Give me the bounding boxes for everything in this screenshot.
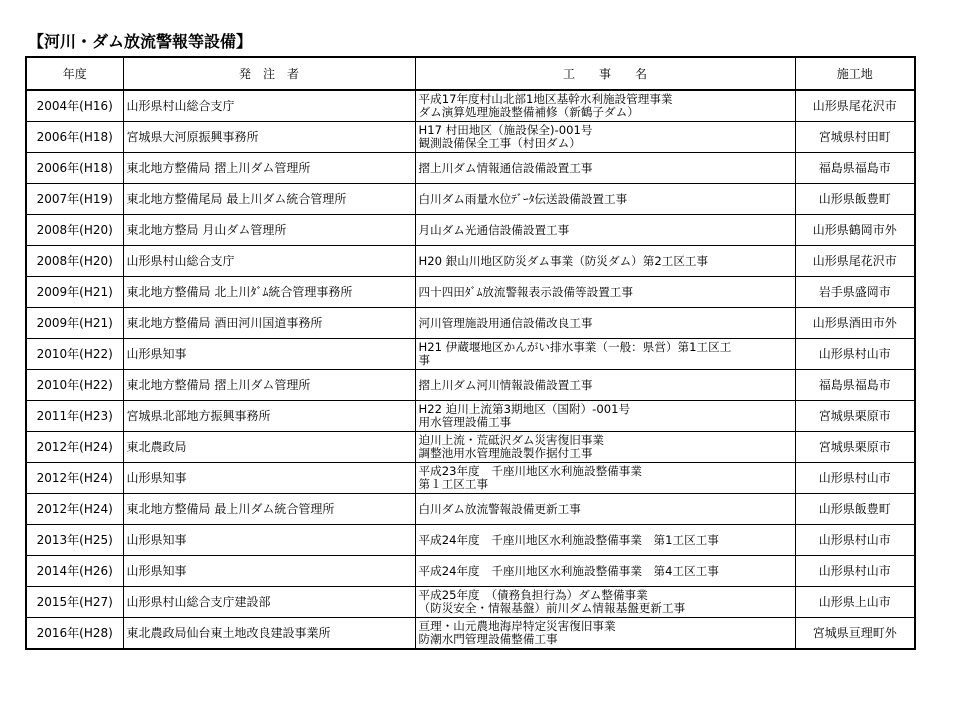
cell-location: 福島県福島市 xyxy=(795,153,915,184)
cell-client: 山形県知事 xyxy=(123,463,415,494)
table-row xyxy=(26,246,915,277)
cell-client: 東北農政局仙台東土地改良建設事業所 xyxy=(123,618,415,650)
cell-year: 2012年(H24) xyxy=(26,432,123,463)
cell-year: 2016年(H28) xyxy=(26,618,123,650)
cell-year: 2008年(H20) xyxy=(26,215,123,246)
cell-location: 山形県村山市 xyxy=(795,339,915,370)
cell-work xyxy=(415,370,795,401)
cell-client: 山形県村山総合支庁建設部 xyxy=(123,587,415,618)
work-line: 白川ダム雨量水位ﾃﾞｰﾀ伝送設備設置工事 xyxy=(418,191,628,206)
cell-year: 2006年(H18) xyxy=(26,153,123,184)
cell-work xyxy=(415,308,795,339)
header-work: 工 事 名 xyxy=(415,57,795,90)
work-line: H21 伊蔵堰地区かんがい排水事業（一般：県営）第1工区工 xyxy=(418,340,732,354)
work-line: 摺上川ダム河川情報設備設置工事 xyxy=(418,377,593,392)
table-body xyxy=(26,90,915,649)
cell-client: 山形県知事 xyxy=(123,556,415,587)
cell-year: 2015年(H27) xyxy=(26,587,123,618)
table-row xyxy=(26,339,915,370)
cell-client: 東北地方整備局 北上川ﾀﾞﾑ統合管理事務所 xyxy=(123,277,415,308)
cell-work xyxy=(415,587,795,618)
table-row xyxy=(26,525,915,556)
cell-year: 2012年(H24) xyxy=(26,494,123,525)
cell-client: 東北地方整備局 最上川ダム統合管理所 xyxy=(123,494,415,525)
cell-work xyxy=(415,339,795,370)
cell-client: 東北地方整局 月山ダム管理所 xyxy=(123,215,415,246)
cell-location: 岩手県盛岡市 xyxy=(795,277,915,308)
cell-location: 山形県飯豊町 xyxy=(795,494,915,525)
table-row xyxy=(26,494,915,525)
cell-year: 2004年(H16) xyxy=(26,90,123,122)
work-line: 迫川上流・荒砥沢ダム災害復旧事業 xyxy=(418,433,605,447)
cell-location: 山形県飯豊町 xyxy=(795,184,915,215)
work-line: 亘理・山元農地海岸特定災害復旧事業 xyxy=(418,619,616,633)
table-row xyxy=(26,153,915,184)
cell-work xyxy=(415,556,795,587)
work-line: ダム演算処理施設整備補修（新鶴子ダム） xyxy=(418,105,639,119)
cell-year: 2010年(H22) xyxy=(26,339,123,370)
cell-client: 東北地方整備尾局 最上川ダム統合管理所 xyxy=(123,184,415,215)
cell-location: 山形県村山市 xyxy=(795,463,915,494)
work-line: 平成17年度村山北部1地区基幹水利施設管理事業 xyxy=(418,92,673,106)
table-row xyxy=(26,215,915,246)
cell-client: 宮城県大河原振興事務所 xyxy=(123,122,415,153)
work-line: 白川ダム放流警報設備更新工事 xyxy=(418,501,581,516)
cell-year: 2006年(H18) xyxy=(26,122,123,153)
work-line: 四十四田ﾀﾞﾑ放流警報表示設備等設置工事 xyxy=(418,284,633,299)
table-row xyxy=(26,308,915,339)
cell-work xyxy=(415,122,795,153)
work-line: 平成24年度 千座川地区水利施設整備事業 第4工区工事 xyxy=(418,563,719,578)
header-client: 発 注 者 xyxy=(123,57,415,90)
cell-work xyxy=(415,184,795,215)
work-line: 事 xyxy=(418,353,431,367)
work-line: 観測設備保全工事（村田ダム） xyxy=(418,136,581,150)
work-line: 河川管理施設用通信設備改良工事 xyxy=(418,315,593,330)
work-line: 第１工区工事 xyxy=(418,477,489,491)
cell-work xyxy=(415,432,795,463)
work-line: H20 銀山川地区防災ダム事業（防災ダム）第2工区工事 xyxy=(418,253,709,268)
cell-client: 東北地方整備局 摺上川ダム管理所 xyxy=(123,153,415,184)
work-line: 平成25年度 （債務負担行為）ダム整備事業 xyxy=(418,588,648,602)
cell-client: 東北地方整備局 摺上川ダム管理所 xyxy=(123,370,415,401)
cell-year: 2013年(H25) xyxy=(26,525,123,556)
cell-location: 山形県村山市 xyxy=(795,525,915,556)
cell-work xyxy=(415,618,795,650)
work-line: 平成23年度 千座川地区水利施設整備事業 xyxy=(418,464,642,478)
table-row xyxy=(26,184,915,215)
cell-year: 2012年(H24) xyxy=(26,463,123,494)
cell-work xyxy=(415,401,795,432)
table-row xyxy=(26,401,915,432)
work-line: 月山ダム光通信設備設置工事 xyxy=(418,222,570,237)
table-row xyxy=(26,556,915,587)
work-line: 用水管理設備工事 xyxy=(418,415,512,429)
cell-client: 東北地方整備局 酒田河川国道事務所 xyxy=(123,308,415,339)
cell-year: 2008年(H20) xyxy=(26,246,123,277)
cell-year: 2009年(H21) xyxy=(26,308,123,339)
cell-year: 2014年(H26) xyxy=(26,556,123,587)
work-line: 調整池用水管理施設製作据付工事 xyxy=(418,446,593,460)
work-line: 防潮水門管理設備整備工事 xyxy=(418,632,558,646)
cell-location: 山形県尾花沢市 xyxy=(795,90,915,122)
cell-work xyxy=(415,246,795,277)
cell-year: 2009年(H21) xyxy=(26,277,123,308)
document-title: 【河川・ダム放流警報等設備】 xyxy=(28,32,253,51)
cell-location: 宮城県栗原市 xyxy=(795,432,915,463)
cell-year: 2011年(H23) xyxy=(26,401,123,432)
cell-location: 福島県福島市 xyxy=(795,370,915,401)
cell-client: 宮城県北部地方振興事務所 xyxy=(123,401,415,432)
cell-work xyxy=(415,494,795,525)
header-location: 施工地 xyxy=(795,57,915,90)
cell-work xyxy=(415,277,795,308)
cell-work xyxy=(415,463,795,494)
cell-location: 宮城県村田町 xyxy=(795,122,915,153)
cell-work xyxy=(415,215,795,246)
cell-location: 山形県酒田市外 xyxy=(795,308,915,339)
cell-year: 2010年(H22) xyxy=(26,370,123,401)
cell-location: 山形県鶴岡市外 xyxy=(795,215,915,246)
table-row xyxy=(26,122,915,153)
table-row xyxy=(26,277,915,308)
work-line: （防災安全・情報基盤）前川ダム情報基盤更新工事 xyxy=(418,601,686,615)
cell-work xyxy=(415,90,795,122)
cell-work xyxy=(415,153,795,184)
table-row xyxy=(26,432,915,463)
work-line: H17 村田地区（施設保全)-001号 xyxy=(418,123,593,137)
cell-location: 山形県村山市 xyxy=(795,556,915,587)
cell-location: 山形県上山市 xyxy=(795,587,915,618)
cell-location: 宮城県亘理町外 xyxy=(795,618,915,650)
work-line: 平成24年度 千座川地区水利施設整備事業 第1工区工事 xyxy=(418,532,719,547)
header-year: 年度 xyxy=(26,57,123,90)
table-header-row xyxy=(26,57,915,90)
work-line: H22 迫川上流第3期地区（国附）-001号 xyxy=(418,402,631,416)
cell-client: 山形県知事 xyxy=(123,525,415,556)
work-line: 摺上川ダム情報通信設備設置工事 xyxy=(418,160,593,175)
cell-location: 山形県尾花沢市 xyxy=(795,246,915,277)
cell-location: 宮城県栗原市 xyxy=(795,401,915,432)
table-row xyxy=(26,618,915,650)
cell-year: 2007年(H19) xyxy=(26,184,123,215)
cell-work xyxy=(415,525,795,556)
cell-client: 山形県村山総合支庁 xyxy=(123,246,415,277)
cell-client: 東北農政局 xyxy=(123,432,415,463)
table-row xyxy=(26,463,915,494)
table-row xyxy=(26,370,915,401)
table-row xyxy=(26,587,915,618)
cell-client: 山形県村山総合支庁 xyxy=(123,90,415,122)
works-table xyxy=(25,56,916,650)
cell-client: 山形県知事 xyxy=(123,339,415,370)
table-row xyxy=(26,90,915,122)
